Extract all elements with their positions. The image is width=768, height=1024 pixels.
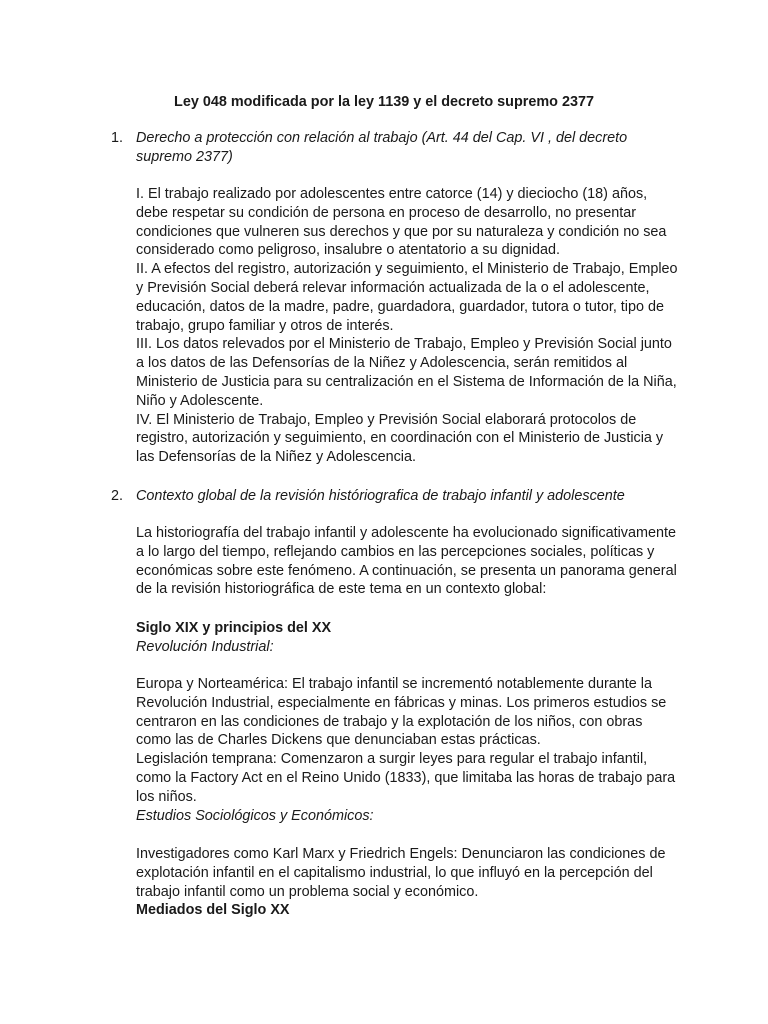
paragraph-legislacion: Legislación temprana: Comenzaron a surgir leyes para regular el trabajo infantil, como la Factory Act en el Reino Unido (1833), que limitaba las horas de trabajo para los niños.: [136, 751, 676, 805]
section-1-body: [136, 185, 681, 467]
section-2-heading: [0, 487, 768, 506]
section-2-heading-text: Contexto global de la revisión históriografica de trabajo infantil y adolescente: [136, 488, 625, 504]
subheading-revolucion-industrial: Revolución Industrial:: [136, 638, 274, 655]
section-2: [0, 487, 768, 506]
section-1-heading-text: Derecho a protección con relación al trabajo (Art. 44 del Cap. VI , del decreto supremo 2377): [136, 130, 628, 165]
subheading-estudios: Estudios Sociológicos y Económicos:: [136, 808, 374, 824]
paragraph-iv: IV. El Ministerio de Trabajo, Empleo y Previsión Social elaborará protocolos de registro, autorización y seguimiento, en coordinación con el Ministerio de Justicia y las Defensorías de la Niñez y Adolescencia.: [136, 411, 664, 466]
period-heading-xix: Siglo XIX y principios del XX: [136, 620, 332, 636]
paragraph-europa: Europa y Norteamérica: El trabajo infantil se incrementó notablemente durante la Revolución Industrial, especialmente en fábricas y minas. Los primeros estudios se centraron en las condiciones de trabajo y la explotación de los niños, con obras como las de Charles Dickens que denunciaban estas prácticas.: [136, 676, 667, 749]
section-1: [0, 129, 768, 167]
studies-heading-block: [136, 807, 681, 826]
revolution-body: [136, 675, 681, 807]
paragraph-marx-engels: Investigadores como Karl Marx y Friedrich Engels: Denunciaron las condiciones de explotación infantil en el capitalismo industrial, lo que influyó en la percepción del trabajo infantil como un problema social y económico.: [136, 846, 666, 900]
section-1-number: 1.: [111, 130, 124, 146]
paragraph-ii: II. A efectos del registro, autorización y seguimiento, el Ministerio de Trabajo, Empleo y Previsión Social deberá relevar información actualizada de la o el adolescente, educación, datos de la madre, padre, guardadora, guardador, tutora o tutor, tipo de trabajo, grupo familiar y otros de interés.: [136, 261, 678, 334]
period-1-block: [136, 619, 681, 657]
paragraph-i: I. El trabajo realizado por adolescentes entre catorce (14) y dieciocho (18) años, debe respetar su condición de persona en proceso de desarrollo, no presentar condiciones que vulneren sus derechos y que por su naturaleza y condición no sea considerado como peligroso, insalubre o atentatorio a su dignidad.: [136, 186, 667, 259]
section-2-intro: [136, 524, 681, 599]
section-2-number: 2.: [111, 488, 124, 504]
studies-body: [136, 845, 681, 920]
section-1-heading: [0, 129, 768, 167]
intro-paragraph: La historiografía del trabajo infantil y adolescente ha evolucionado significativamente a lo largo del tiempo, reflejando cambios en las percepciones sociales, políticas y económicas sobre este fenómeno. A continuación, se presenta un panorama general de la revisión historiográfica de este tema en un contexto global:: [136, 525, 677, 598]
document-title: Ley 048 modificada por la ley 1139 y el decreto supremo 2377: [174, 94, 594, 110]
paragraph-iii: III. Los datos relevados por el Ministerio de Trabajo, Empleo y Previsión Social junto a los datos de las Defensorías de la Niñez y Adolescencia, serán remitidos al Ministerio de Justicia para su centralización en el Sistema de Información de la Niña, Niño y Adolescente.: [136, 336, 677, 409]
period-heading-mediados: Mediados del Siglo XX: [136, 902, 290, 919]
